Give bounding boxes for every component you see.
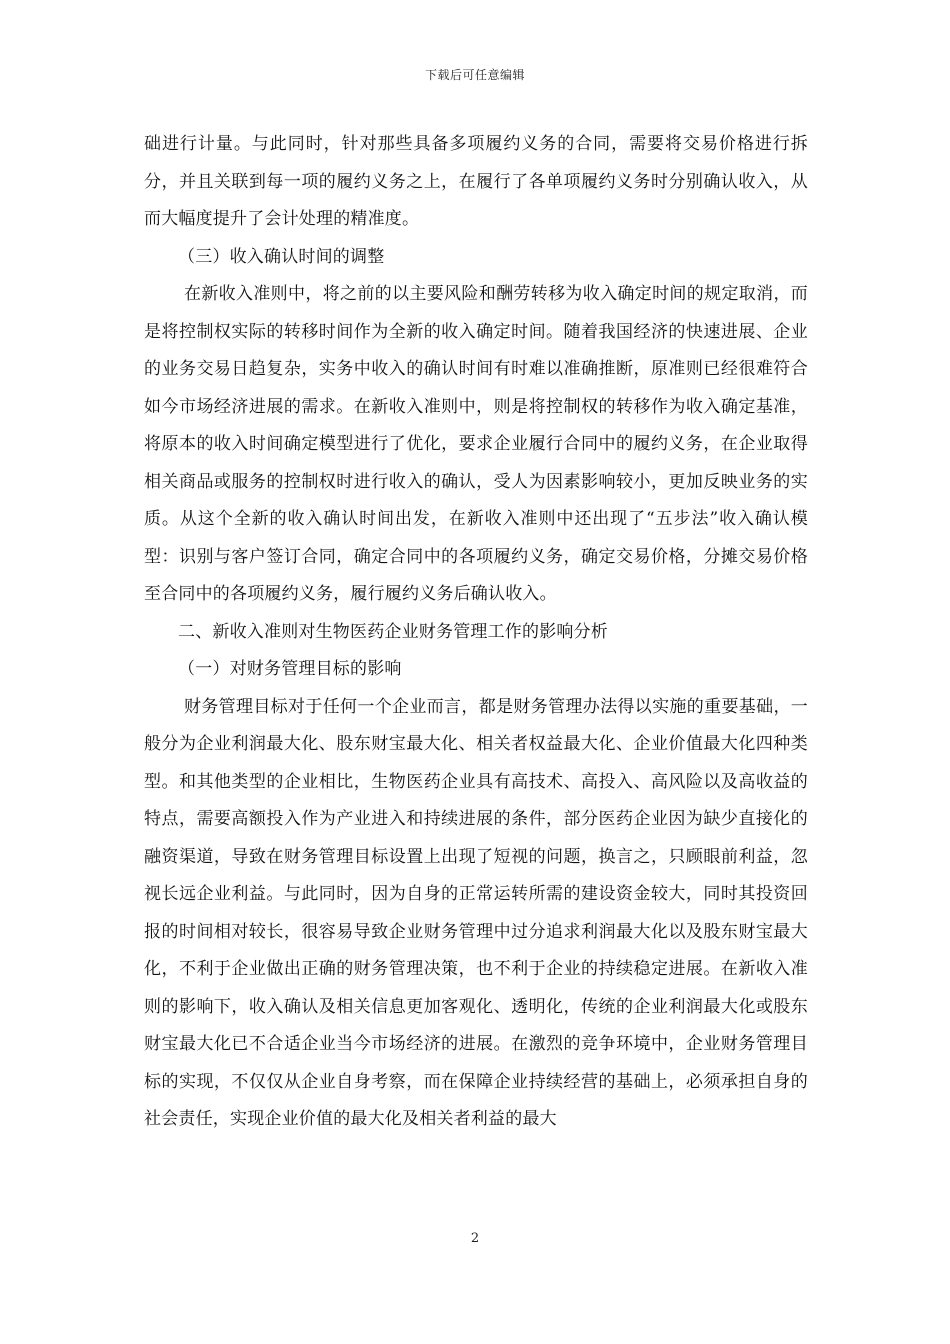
chapter-heading-2: 二、新收入准则对生物医药企业财务管理工作的影响分析 xyxy=(178,621,608,642)
paragraph-continuation: 础进行计量。与此同时，针对那些具备多项履约义务的合同，需要将交易价格进行拆分，并且关联到每一项的履约义务之上，在履行了各单项履约义务时分别确认收入，从而大幅度提升了会计处理的精准度。 xyxy=(144,134,808,229)
paragraph-revenue-timing: 在新收入准则中，将之前的以主要风险和酬劳转移为收入确定时间的规定取消，而是将控制权实际的转移时间作为全新的收入确定时间。随着我国经济的快速进展、企业的业务交易日趋复杂，实务中收入的确认时间有时难以准确推断，原准则已经很难符合如今市场经济进展的需求。在新收入准则中，则是将控制权的转移作为收入确定基准，将原本的收入时间确定模型进行了优化，要求企业履行合同中的履约义务，在企业取得相关商品或服务的控制权时进行收入的确认，受人为因素影响较小，更加反映业务的实质。从这个全新的收入确认时间出发，在新收入准则中还出现了“五步法”收入确认模型：识别与客户签订合同，确定合同中的各项履约义务，确定交易价格，分摊交易价格至合同中的各项履约义务，履行履约义务后确认收入。 xyxy=(144,284,808,604)
page-number: 2 xyxy=(470,1231,480,1246)
header-note: 下载后可任意编辑 xyxy=(424,68,525,82)
section-heading-1: （一）对财务管理目标的影响 xyxy=(178,659,402,679)
section-heading-3: （三）收入确认时间的调整 xyxy=(178,246,385,267)
document-body xyxy=(144,126,808,1139)
paragraph-financial-goals: 财务管理目标对于任何一个企业而言，都是财务管理办法得以实施的重要基础，一般分为企业利润最大化、股东财宝最大化、相关者权益最大化、企业价值最大化四种类型。和其他类型的企业相比，生物医药企业具有高技术、高投入、高风险以及高收益的特点，需要高额投入作为产业进入和持续进展的条件，部分医药企业因为缺少直接化的融资渠道，导致在财务管理目标设置上出现了短视的问题，换言之，只顾眼前利益，忽视长远企业利益。与此同时，因为自身的正常运转所需的建设资金较大，同时其投资回报的时间相对较长，很容易导致企业财务管理中过分追求利润最大化以及股东财宝最大化，不利于企业做出正确的财务管理决策，也不利于企业的持续稳定进展。在新收入准则的影响下，收入确认及相关信息更加客观化、透明化，传统的企业利润最大化或股东财宝最大化已不合适企业当今市场经济的进展。在激烈的竞争环境中，企业财务管理目标的实现，不仅仅从企业自身考察，而在保障企业持续经营的基础上，必须承担自身的社会责任，实现企业价值的最大化及相关者利益的最大 xyxy=(144,696,808,1129)
